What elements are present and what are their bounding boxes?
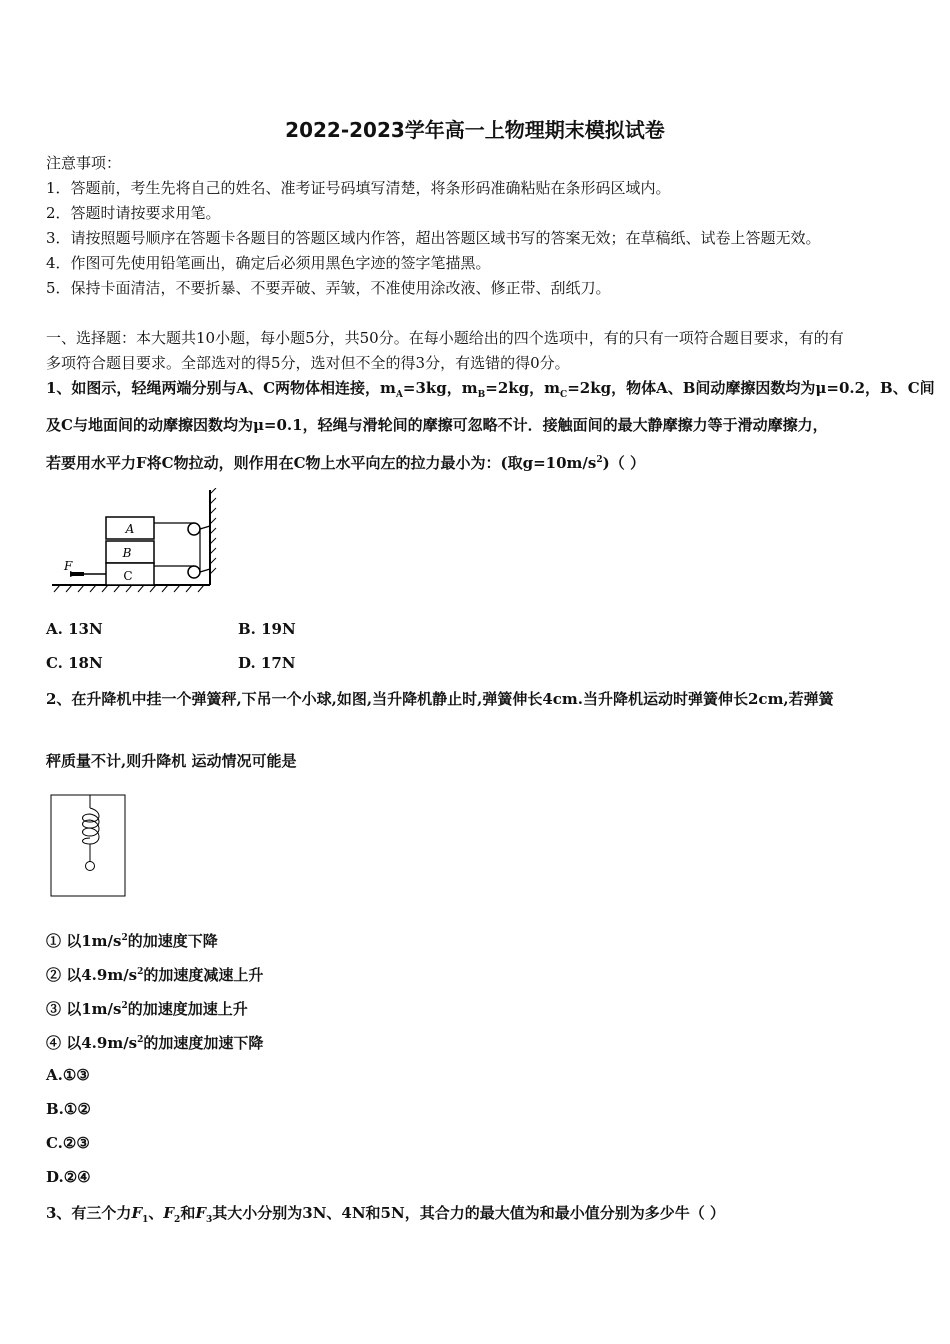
q2-line-2: 秤质量不计,则升降机 运动情况可能是 xyxy=(46,752,297,770)
q2-option-b[interactable]: B.①② xyxy=(46,1100,91,1118)
q2-statement-4: ④ 以$4.9m/s^2$的加速度加速下降 xyxy=(46,1034,264,1052)
label-f: F xyxy=(64,559,73,573)
notice-item-4: 4．作图可先使用铅笔画出，确定后必须用黑色字迹的签字笔描黑。 xyxy=(46,254,491,272)
q2-statement-2: ② 以$4.9m/s^2$的加速度减速上升 xyxy=(46,966,264,984)
section-intro-line-1: 一、选择题：本大题共10小题，每小题5分，共50分。在每小题给出的四个选项中，有的只有一项符合题目要求，有的有 xyxy=(46,329,844,347)
label-b: B xyxy=(122,546,132,560)
q1-option-c[interactable]: C. 18N xyxy=(46,654,103,672)
q1-option-d[interactable]: D. 17N xyxy=(238,654,296,672)
notice-item-2: 2．答题时请按要求用笔。 xyxy=(46,204,221,222)
q3-line-1: 3、有三个力$F_1$、$F_2$和$F_3$其大小分别为3N、4N和5N，其合力的最大值为和最小值分别为多少牛（ ） xyxy=(46,1204,725,1225)
q1-figure xyxy=(48,488,218,596)
pulley-bottom xyxy=(188,566,200,578)
q1-line-3: 若要用水平力F将C物拉动，则作用在C物上水平向左的拉力最小为：(取$g=10m/s^2$)（ ） xyxy=(46,454,645,472)
q2-option-d[interactable]: D.②④ xyxy=(46,1168,91,1186)
q1-option-b[interactable]: B. 19N xyxy=(238,620,296,638)
q2-option-c[interactable]: C.②③ xyxy=(46,1134,90,1152)
pulley-top xyxy=(188,523,200,535)
q2-option-a[interactable]: A.①③ xyxy=(46,1066,90,1084)
q2-line-1: 2、在升降机中挂一个弹簧秤,下吊一个小球,如图,当升降机静止时,弹簧伸长4cm.当升降机运动时弹簧伸长2cm,若弹簧 xyxy=(46,690,834,708)
notice-heading: 注意事项： xyxy=(46,154,122,172)
page-title: 2022-2023学年高一上物理期末模拟试卷 xyxy=(285,118,665,142)
q2-statement-3: ③ 以$1m/s^2$的加速度加速上升 xyxy=(46,1000,248,1018)
q1-line-2: 及C与地面间的动摩擦因数均为μ=0.1，轻绳与滑轮间的摩擦可忽略不计．接触面间的最大静摩擦力等于滑动摩擦力， xyxy=(46,416,828,434)
notice-item-5: 5．保持卡面清洁，不要折暴、不要弄破、弄皱，不准使用涂改液、修正带、刮纸刀。 xyxy=(46,279,611,297)
notice-item-1: 1．答题前，考生先将自己的姓名、准考证号码填写清楚，将条形码准确粘贴在条形码区域内。 xyxy=(46,179,671,197)
notice-item-3: 3．请按照题号顺序在答题卡各题目的答题区域内作答，超出答题区域书写的答案无效；在草稿纸、试卷上答题无效。 xyxy=(46,229,821,247)
section-intro-line-2: 多项符合题目要求。全部选对的得5分，选对但不全的得3分，有选错的得0分。 xyxy=(46,354,570,372)
q1-option-a[interactable]: A. 13N xyxy=(46,620,103,638)
q2-figure xyxy=(50,794,128,898)
ball xyxy=(86,862,95,871)
q1-line-1: 1、如图示，轻绳两端分别与A、C两物体相连接，$m_A=3kg$，$m_B=2kg$，$m_C=2kg$，物体A、B间动摩擦因数均为μ=0.2，B、C间 xyxy=(46,379,935,400)
q2-statement-1: ① 以$1m/s^2$的加速度下降 xyxy=(46,932,218,950)
elevator-box xyxy=(51,795,125,896)
label-a: A xyxy=(125,522,135,536)
label-c: C xyxy=(123,569,133,583)
